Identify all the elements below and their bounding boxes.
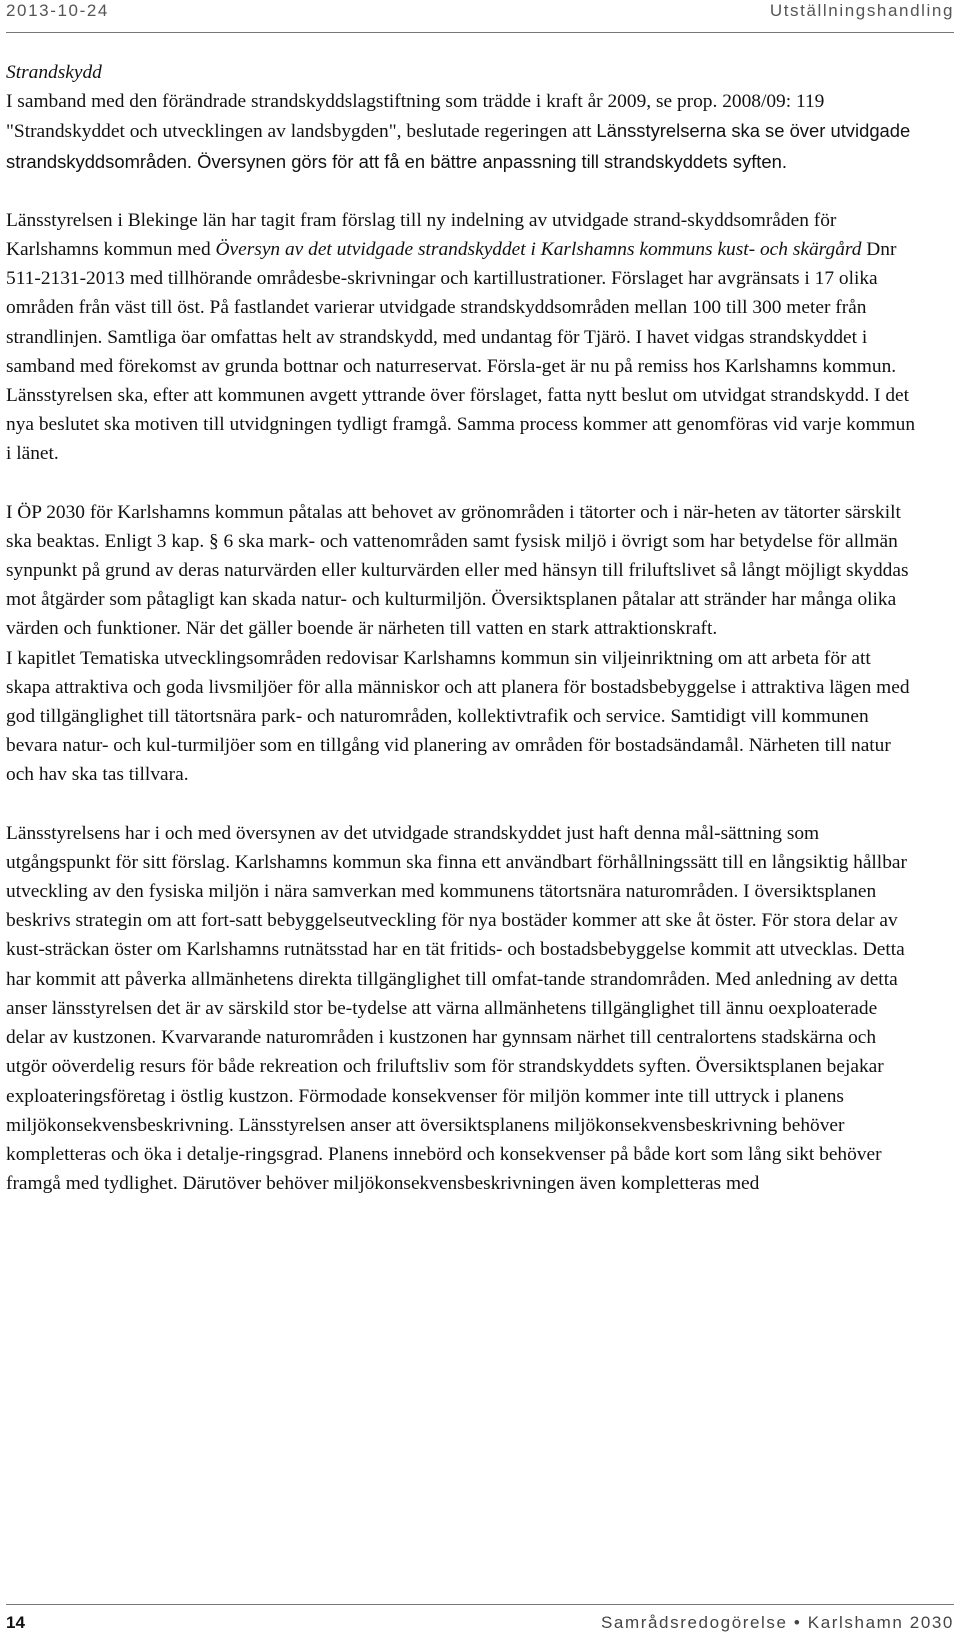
paragraph-text: I ÖP 2030 för Karlshamns kommun påtalas att behovet av grönområden i tätorter och i när-heten av tätorter särskilt ska beaktas. Enligt 3 kap. § 6 ska mark- och vattenområden samt fysisk miljö i övrigt som har betydelse för allmän synpunkt på grund av deras naturvärden eller kulturvärden eller med hänsyn till friluftslivet så långt möjligt skyddas mot åtgärder som påtagligt kan skada natur- och kulturmiljön. Översiktsplanen påtalar att stränder har många olika värden och funktioner. När det gäller boende är närheten till vatten en stark attraktionskraft.: [6, 501, 909, 640]
paragraph-text: I kapitlet Tematiska utvecklingsområden redovisar Karlshamns kommun sin viljeinriktning om att arbeta för att skapa attraktiva och goda livsmiljöer för alla människor och att planera för bostadsbebyggelse i attraktiva lägen med god tillgänglighet till tätortsnära park- och naturområden, kollektivtrafik och service. Samtidigt vill kommunen bevara natur- och kul-turmiljöer som en tillgång vid planering av områden för bostadsändamål. Närheten till natur och hav ska tas tillvara.: [6, 647, 910, 786]
document-title-reference: Översyn av det utvidgade strandskyddet i Karlshamns kommuns kust- och skärgård: [215, 239, 862, 261]
document-body: [6, 58, 918, 1198]
page-header: [6, 0, 954, 30]
header-date: 2013-10-24: [6, 1, 109, 20]
paragraph-text-sans: Länsstyrelserna ska se över utvidgade strandskyddsområden. Översynen görs för att få en bättre anpassning till strandskyddets syften.: [6, 120, 911, 172]
footer-title: Samrådsredogörelse • Karlshamn 2030: [600, 1613, 954, 1632]
section-heading: Strandskydd: [6, 62, 102, 83]
header-divider: [6, 32, 954, 33]
paragraph-tematiska: [6, 644, 918, 790]
page-footer: [6, 1613, 954, 1641]
paragraph-op2030: [6, 498, 918, 644]
footer-divider: [6, 1604, 954, 1605]
paragraph-text: Länsstyrelsen i Blekinge län har tagit fram förslag till ny indelning av utvidgade strand-skyddsområden för Karlshamns kommun med: [6, 209, 837, 261]
paragraph-strandskydd: [6, 58, 918, 177]
paragraph-text: Dnr 511-2131-2013 med tillhörande områdesbe-skrivningar och kartillustrationer. Förslaget har avgränsats i 17 olika områden från väst till öst. På fastlandet varierar utvidgade strandskyddsområden mellan 100 till 300 meter från strandlinjen. Samtliga öar omfattas helt av strandskydd, med undantag för Tjärö. I havet vidgas strandskyddet i samband med förekomst av grunda bottnar och naturreservat. Försla-get är nu på remiss hos Karlshamns kommun. Länsstyrelsen ska, efter att kommunen avgett yttrande över förslaget, fatta nytt beslut om utvidgat strandskydd. I det nya beslutet ska motiven till utvidgningen tydligt framgå. Samma process kommer att genomföras vid varje kommun i länet.: [6, 239, 916, 465]
paragraph-text: I samband med den förändrade strandskyddslagstiftning som trädde i kraft år 2009, se prop. 2008/09: 119 "Strandskyddet och utvecklingen av landsbygden", beslutade regeringen att: [6, 91, 825, 143]
page-number: 14: [6, 1613, 25, 1632]
paragraph-text: Länsstyrelsens har i och med översynen av det utvidgade strandskyddet just haft denna mål-sättning som utgångspunkt för sitt förslag. Karlshamns kommun ska finna ett användbart förhållningssätt till en långsiktig hållbar utveckling av den fysiska miljön i nära samverkan med kommunens tätortsnära naturområden. I översiktsplanen beskrivs strategin om att fort-satt bebyggelseutveckling för nya bostäder kommer att ske åt öster. För stora delar av kust-sträckan öster om Karlshamns rutnätsstad har en tät fritids- och bostadsbebyggelse kommit att utvecklas. Detta har kommit att påverka allmänhetens direkta tillgänglighet till omfat-tande strandområden. Med anledning av detta anser länsstyrelsen det är av särskild stor be-tydelse att värna allmänhetens tillgänglighet till ännu oexploaterade delar av kustzonen. Kvarvarande naturområden i kustzonen har gynnsam närhet till centralortens stadskärna och utgör oöverdelig resurs för både rekreation och friluftsliv som för strandskyddets syften. Översiktsplanen bejakar exploateringsföretag i östlig kustzon. Förmodade konsekvenser för miljön kommer inte till uttryck i planens miljökonsekvensbeskrivning. Länsstyrelsen anser att översiktsplanens miljökonsekvensbeskrivning behöver kompletteras och öka i detalje-ringsgrad. Planens innebörd och konsekvenser på både kort som lång sikt behöver framgå med tydlighet. Därutöver behöver miljökonsekvensbeskrivningen även kompletteras med: [6, 822, 907, 1195]
paragraph-lansstyrelsens-oversyn: [6, 819, 918, 1199]
header-section-title: Utställningshandling: [769, 1, 954, 20]
paragraph-lansstyrelsen-forslag: [6, 206, 918, 469]
